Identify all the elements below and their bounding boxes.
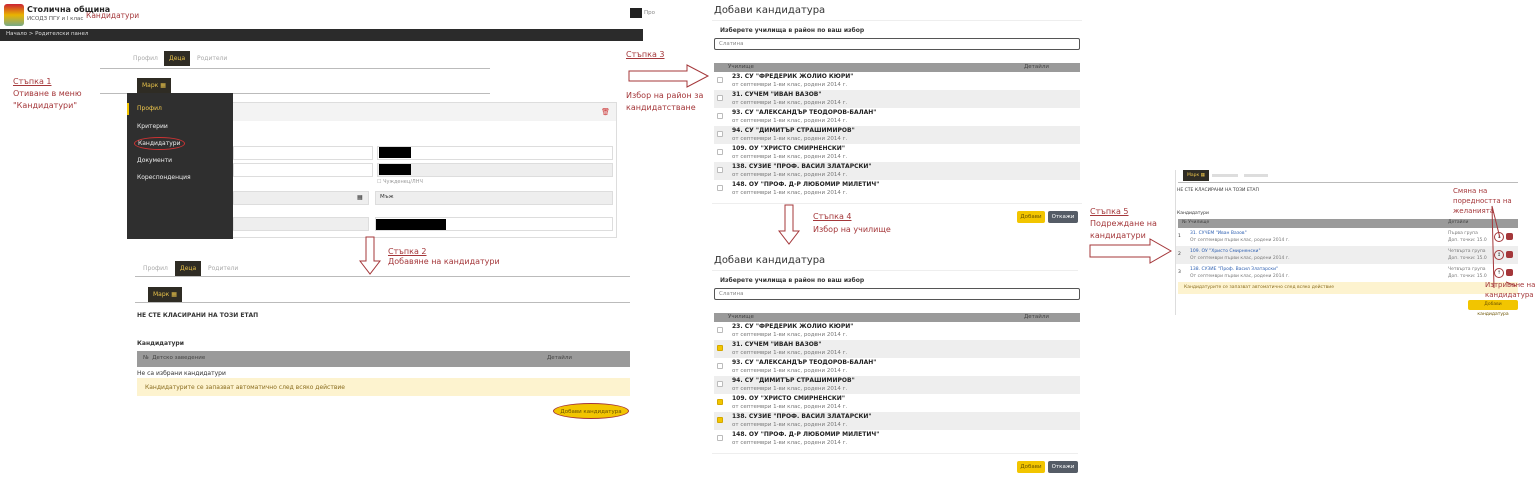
menu-profile[interactable]: Профил: [137, 105, 162, 112]
add-candidacy-modal: [712, 0, 1082, 226]
menu-criteria[interactable]: Критерии: [137, 123, 168, 130]
first-name-field[interactable]: [233, 146, 373, 160]
arrow-down-icon: [358, 236, 382, 276]
district-label: Изберете училища в район по ваш избор: [720, 27, 865, 34]
autosave-note: Кандидатурите се запазват автоматично след всяко действие: [137, 378, 630, 396]
school-checkbox[interactable]: [717, 77, 723, 83]
col-details: Детайли: [1024, 314, 1049, 320]
status-text: НЕ СТЕ КЛАСИРАНИ НА ТОЗИ ЕТАП: [1177, 188, 1259, 193]
school-subtitle: от септември 1-ви клас, родени 2014 г.: [732, 350, 848, 356]
school-checkbox[interactable]: [717, 149, 723, 155]
school-subtitle: от септември 1-ви клас, родени 2014 г.: [732, 404, 848, 410]
school-row[interactable]: [714, 358, 1080, 376]
school-name: 94. СУ "ДИМИТЪР СТРАШИМИРОВ": [732, 377, 855, 384]
divider: [135, 302, 630, 303]
school-row[interactable]: [714, 162, 1080, 180]
arrow-right-icon: [628, 64, 710, 88]
district-value: Слатина: [719, 41, 744, 47]
table-header: № Училище Детайли: [1178, 219, 1518, 228]
school-row[interactable]: [714, 394, 1080, 412]
tab-parents[interactable]: Родители: [208, 265, 239, 272]
id-field[interactable]: [377, 163, 613, 177]
move-down-icon[interactable]: ↓: [1494, 232, 1504, 242]
school-row[interactable]: [714, 90, 1080, 108]
school-row[interactable]: [714, 108, 1080, 126]
child-tab[interactable]: Марк ▦: [148, 287, 182, 302]
rank-number: 1: [1178, 234, 1181, 239]
breadcrumb-bar: [0, 29, 643, 41]
delete-callout: Изтриване на кандидатура: [1485, 281, 1536, 299]
points: Доп. точки: 15.0: [1448, 274, 1487, 279]
foreigner-label: Чужденец/ЛНЧ: [383, 179, 423, 185]
step-4-desc: Избор на училище: [813, 225, 891, 234]
breadcrumb[interactable]: Начало > Родителски панел: [6, 31, 89, 37]
org-subtitle: ИСОДЗ ПГУ и I клас: [27, 16, 84, 22]
child-tab-2[interactable]: [1212, 174, 1238, 177]
form-panel: [232, 102, 617, 238]
school-checkbox[interactable]: [717, 435, 723, 441]
school-name: 23. СУ "ФРЕДЕРИК ЖОЛИО КЮРИ": [732, 73, 854, 80]
reorder-callout: Смяна на поредността на желанията: [1453, 187, 1512, 215]
school-checkbox[interactable]: [717, 327, 723, 333]
divider: [135, 276, 630, 277]
school-link[interactable]: 109. ОУ "Христо Смирненски": [1190, 249, 1261, 254]
rank-number: 2: [1178, 252, 1181, 257]
group: Четвърта група: [1448, 267, 1486, 272]
candidates-heading: Кандидатури: [137, 340, 184, 347]
col-details: Детайли: [1024, 64, 1049, 70]
school-subtitle: от септември 1-ви клас, родени 2014 г.: [732, 172, 848, 178]
school-name: 138. СУЗИЕ "ПРОФ. ВАСИЛ ЗЛАТАРСКИ": [732, 413, 872, 420]
district-label: Изберете училища в район по ваш избор: [720, 277, 865, 284]
add-candidacy-button[interactable]: Добави кандидатура: [553, 403, 629, 419]
school-subtitle: от септември 1-ви клас, родени 2014 г.: [732, 440, 848, 446]
school-name: 148. ОУ "ПРОФ. Д-Р ЛЮБОМИР МИЛЕТИЧ": [732, 181, 880, 188]
arrow-down-icon: [777, 204, 801, 246]
school-row[interactable]: [714, 180, 1080, 198]
school-checkbox[interactable]: [717, 345, 723, 351]
points: Доп. точки: 15.0: [1448, 256, 1487, 261]
school-row[interactable]: [714, 340, 1080, 358]
tab-parents[interactable]: Родители: [197, 55, 228, 62]
child-tab[interactable]: Марк ▦: [137, 78, 171, 93]
empty-text: Не са избрани кандидатури: [137, 370, 226, 377]
school-subtitle: от септември 1-ви клас, родени 2014 г.: [732, 368, 848, 374]
move-up-down-icon[interactable]: ↑: [1494, 268, 1504, 278]
menu-documents[interactable]: Документи: [137, 157, 173, 164]
cancel-button[interactable]: Откажи: [1048, 461, 1078, 473]
points: Доп. точки: 15.0: [1448, 238, 1487, 243]
school-name: 31. СУЧЕМ "ИВАН ВАЗОВ": [732, 91, 822, 98]
foreigner-checkbox[interactable]: ☐ Чужденец/ЛНЧ: [377, 179, 423, 185]
col-school: Училище: [728, 64, 754, 70]
step-1-title: Стъпка 1: [13, 77, 52, 86]
group: Четвърта група: [1448, 249, 1486, 254]
ranked-row: [1176, 228, 1518, 246]
school-link[interactable]: 31. СУЧЕМ "Иван Вазов": [1190, 231, 1247, 236]
school-name: 109. ОУ "ХРИСТО СМИРНЕНСКИ": [732, 395, 845, 402]
add-candidacy-button[interactable]: Добави кандидатура: [1468, 300, 1518, 310]
add-candidacy-modal: [712, 250, 1078, 478]
school-checkbox[interactable]: [717, 167, 723, 173]
redacted: [379, 164, 411, 175]
step-1-desc: Отиване в меню "Кандидатури": [13, 89, 82, 110]
school-row[interactable]: [714, 412, 1080, 430]
school-link[interactable]: 138. СУЗИЕ "Проф. Васил Златарски": [1190, 267, 1279, 272]
divider: [100, 68, 490, 69]
calendar-icon[interactable]: ▦: [357, 194, 363, 201]
school-row[interactable]: [714, 430, 1080, 448]
school-row[interactable]: [714, 322, 1080, 340]
school-row[interactable]: [714, 126, 1080, 144]
col-school: Училище: [728, 314, 754, 320]
step-2-title: Стъпка 2: [388, 247, 427, 256]
add-button[interactable]: Добави: [1017, 211, 1045, 223]
school-subtitle: от септември 1-ви клас, родени 2014 г.: [732, 190, 848, 196]
school-list: [714, 322, 1080, 448]
school-checkbox[interactable]: [717, 417, 723, 423]
autosave-note: Кандидатурите се запазват автоматично след всяко действие: [1178, 282, 1518, 294]
school-checkbox[interactable]: [717, 399, 723, 405]
redacted: [379, 147, 411, 158]
rank-number: 3: [1178, 270, 1181, 275]
callout-lines: [1480, 200, 1520, 290]
district-select[interactable]: [714, 288, 1080, 300]
ranked-row: [1176, 246, 1518, 264]
menu-correspondence[interactable]: Кореспонденция: [137, 174, 191, 181]
school-subtitle: От септември първи клас, родени 2014 г.: [1190, 256, 1290, 261]
arrow-right-icon: [1089, 238, 1173, 264]
address-field[interactable]: [233, 217, 369, 231]
modal-title: Добави кандидатура: [714, 255, 826, 266]
table-header: [714, 313, 1080, 322]
cancel-button[interactable]: Откажи: [1048, 211, 1078, 223]
school-name: 148. ОУ "ПРОФ. Д-Р ЛЮБОМИР МИЛЕТИЧ": [732, 431, 880, 438]
school-subtitle: От септември първи клас, родени 2014 г.: [1190, 238, 1290, 243]
redacted: [376, 219, 446, 230]
section-title: Кандидатури: [86, 11, 140, 20]
school-checkbox[interactable]: [717, 131, 723, 137]
school-subtitle: от септември 1-ви клас, родени 2014 г.: [732, 422, 848, 428]
step-5-desc: Подреждане на кандидатури: [1090, 219, 1157, 240]
trash-icon[interactable]: 🗑: [601, 108, 610, 116]
school-subtitle: От септември първи клас, родени 2014 г.: [1190, 274, 1290, 279]
school-checkbox[interactable]: [717, 113, 723, 119]
school-checkbox[interactable]: [717, 185, 723, 191]
school-subtitle: от септември 1-ви клас, родени 2014 г.: [732, 154, 848, 160]
child-tab[interactable]: Марк ▦: [1183, 170, 1209, 181]
school-subtitle: от септември 1-ви клас, родени 2014 г.: [732, 332, 848, 338]
ranked-row: [1176, 264, 1518, 282]
tab-children[interactable]: Деца: [164, 51, 190, 66]
school-name: 109. ОУ "ХРИСТО СМИРНЕНСКИ": [732, 145, 845, 152]
step-2-desc: Добавяне на кандидатури: [388, 257, 500, 266]
candidates-heading: Кандидатури: [1177, 211, 1209, 216]
birthdate-field[interactable]: [233, 191, 369, 205]
step-3-desc: Избор на район за кандидатстване: [626, 91, 704, 112]
status-text: НЕ СТЕ КЛАСИРАНИ НА ТОЗИ ЕТАП: [137, 312, 259, 319]
school-subtitle: от септември 1-ви клас, родени 2014 г.: [732, 136, 848, 142]
school-name: 31. СУЧЕМ "ИВАН ВАЗОВ": [732, 341, 822, 348]
school-checkbox[interactable]: [717, 95, 723, 101]
school-row[interactable]: [714, 144, 1080, 162]
school-subtitle: от септември 1-ви клас, родени 2014 г.: [732, 386, 848, 392]
school-checkbox[interactable]: [717, 381, 723, 387]
school-name: 94. СУ "ДИМИТЪР СТРАШИМИРОВ": [732, 127, 855, 134]
step-3-title: Стъпка 3: [626, 50, 665, 59]
school-row[interactable]: [714, 376, 1080, 394]
school-checkbox[interactable]: [717, 363, 723, 369]
school-name: 23. СУ "ФРЕДЕРИК ЖОЛИО КЮРИ": [732, 323, 854, 330]
tab-children[interactable]: Деца: [175, 261, 201, 276]
group: Първа група: [1448, 231, 1478, 236]
school-row[interactable]: [714, 72, 1080, 90]
school-subtitle: от септември 1-ви клас, родени 2014 г.: [732, 82, 848, 88]
school-name: 93. СУ "АЛЕКСАНДЪР ТЕОДОРОВ-БАЛАН": [732, 359, 877, 366]
school-name: 138. СУЗИЕ "ПРОФ. ВАСИЛ ЗЛАТАРСКИ": [732, 163, 872, 170]
name-field[interactable]: [377, 146, 613, 160]
tab-profile[interactable]: Профил: [133, 55, 158, 62]
child-menu: [127, 93, 233, 239]
logo-icon: [4, 4, 24, 26]
tab-profile[interactable]: Профил: [143, 265, 168, 272]
school-list: [714, 72, 1080, 198]
gender-select[interactable]: Мъж: [375, 191, 613, 205]
menu-candidacies[interactable]: Кандидатури: [134, 137, 185, 150]
add-button[interactable]: Добави: [1017, 461, 1045, 473]
school-subtitle: от септември 1-ви клас, родени 2014 г.: [732, 118, 848, 124]
user-label[interactable]: Про: [644, 10, 655, 16]
table-header: [714, 63, 1080, 72]
org-name: Столична община: [27, 5, 111, 14]
move-up-down-icon[interactable]: ↕: [1494, 250, 1504, 260]
middle-name-field[interactable]: [233, 163, 373, 177]
child-tab-3[interactable]: [1244, 174, 1268, 177]
table-header: № Детско заведение Детайли: [137, 351, 630, 367]
step-5-title: Стъпка 5: [1090, 207, 1129, 216]
step-4-title: Стъпка 4: [813, 212, 852, 221]
modal-title: Добави кандидатура: [714, 5, 826, 16]
district-value: Слатина: [719, 291, 744, 297]
district-select[interactable]: [714, 38, 1080, 50]
school-subtitle: от септември 1-ви клас, родени 2014 г.: [732, 100, 848, 106]
school-name: 93. СУ "АЛЕКСАНДЪР ТЕОДОРОВ-БАЛАН": [732, 109, 877, 116]
user-icon[interactable]: [630, 8, 642, 18]
